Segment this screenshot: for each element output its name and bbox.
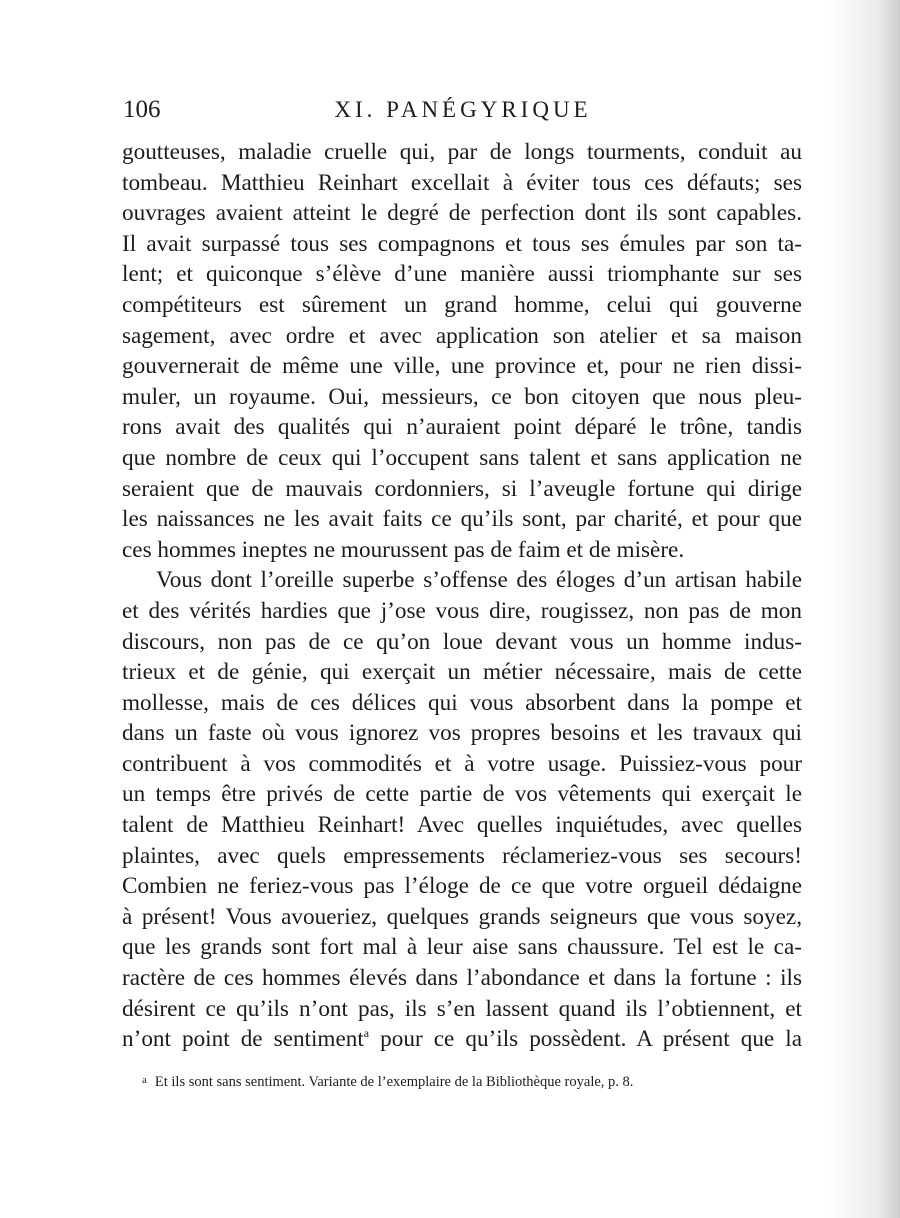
- footnote-mark: a: [142, 1074, 147, 1086]
- text-line: rons avait des qualités qui n’auraient point déparé le trône, tandis: [122, 414, 802, 441]
- running-title: XI. PANÉGYRIQUE: [334, 97, 592, 122]
- text-line: plaintes, avec quels empressements réclameriez-vous ses secours!: [122, 842, 802, 869]
- paragraph-1: [122, 137, 802, 565]
- paragraph-2: [122, 565, 802, 1055]
- text-line: que nombre de ceux qui l’occupent sans talent et sans application ne: [122, 444, 802, 471]
- footnote-reference[interactable]: a: [363, 1026, 370, 1041]
- text-line: un temps être privés de cette partie de vos vêtements qui exerçait le: [122, 781, 802, 808]
- text-line: mollesse, mais de ces délices qui vous absorbent dans la pompe et: [122, 689, 802, 716]
- text-line: que les grands sont fort mal à leur aise sans chaussure. Tel est le ca-: [122, 934, 802, 961]
- page-edge-shadow: [830, 0, 900, 1218]
- text-line: talent de Matthieu Reinhart! Avec quelles inquiétudes, avec quelles: [122, 812, 802, 839]
- body-text: [122, 137, 802, 1055]
- text-line: trieux et de génie, qui exerçait un métier nécessaire, mais de cette: [122, 659, 802, 686]
- text-line: les naissances ne les avait faits ce qu’ils sont, par charité, et pour que: [122, 506, 802, 533]
- text-line: discours, non pas de ce qu’on loue devant vous un homme indus-: [122, 628, 802, 655]
- footnote: [142, 1070, 822, 1092]
- text-line: Il avait surpassé tous ses compagnons et tous ses émules par son ta-: [122, 230, 802, 257]
- text-line: muler, un royaume. Oui, messieurs, ce bon citoyen que nous pleu-: [122, 383, 802, 410]
- text-line: lent; et quiconque s’élève d’une manière aussi triomphante sur ses: [122, 261, 802, 288]
- text-line: ces hommes ineptes ne mourussent pas de faim et de misère.: [122, 536, 685, 563]
- text-line: Combien ne feriez-vous pas l’éloge de ce que votre orgueil dédaigne: [122, 873, 802, 900]
- text-line: gouvernerait de même une ville, une province et, pour ne rien dissi-: [122, 353, 802, 380]
- text-line: tombeau. Matthieu Reinhart excellait à éviter tous ces défauts; ses: [122, 169, 802, 196]
- text-line-with-footnote-ref: [122, 1024, 802, 1055]
- text-fragment: pour ce qu’ils possèdent. A présent que la: [369, 1026, 802, 1053]
- text-fragment: n’ont point de sentiment: [122, 1026, 364, 1053]
- text-line: ouvrages avaient atteint le degré de perfection dont ils sont capables.: [122, 200, 802, 227]
- text-line: goutteuses, maladie cruelle qui, par de longs tourments, conduit au: [122, 139, 802, 165]
- text-line: contribuent à vos commodités et à votre usage. Puissiez-vous pour: [122, 750, 802, 777]
- text-line: compétiteurs est sûrement un grand homme, celui qui gouverne: [122, 291, 802, 318]
- text-line: et des vérités hardies que j’ose vous dire, rougissez, non pas de mon: [122, 597, 802, 624]
- text-line: Vous dont l’oreille superbe s’offense des éloges d’un artisan habile: [156, 567, 802, 594]
- page-number: 106: [123, 96, 161, 123]
- text-line: sagement, avec ordre et avec application son atelier et sa maison: [122, 322, 802, 349]
- text-line: seraient que de mauvais cordonniers, si l’aveugle fortune qui dirige: [122, 475, 802, 502]
- text-line: à présent! Vous avoueriez, quelques grands seigneurs que vous soyez,: [122, 903, 802, 930]
- footnote-text: Et ils sont sans sentiment. Variante de l’exemplaire de la Bibliothèque royale, p. 8.: [154, 1074, 634, 1090]
- page-header: [123, 94, 803, 126]
- text-line: ractère de ces hommes élevés dans l’abondance et dans la fortune : ils: [122, 965, 802, 992]
- text-line: désirent ce qu’ils n’ont pas, ils s’en lassent quand ils l’obtiennent, et: [122, 995, 802, 1022]
- text-line: dans un faste où vous ignorez vos propres besoins et les travaux qui: [122, 720, 802, 747]
